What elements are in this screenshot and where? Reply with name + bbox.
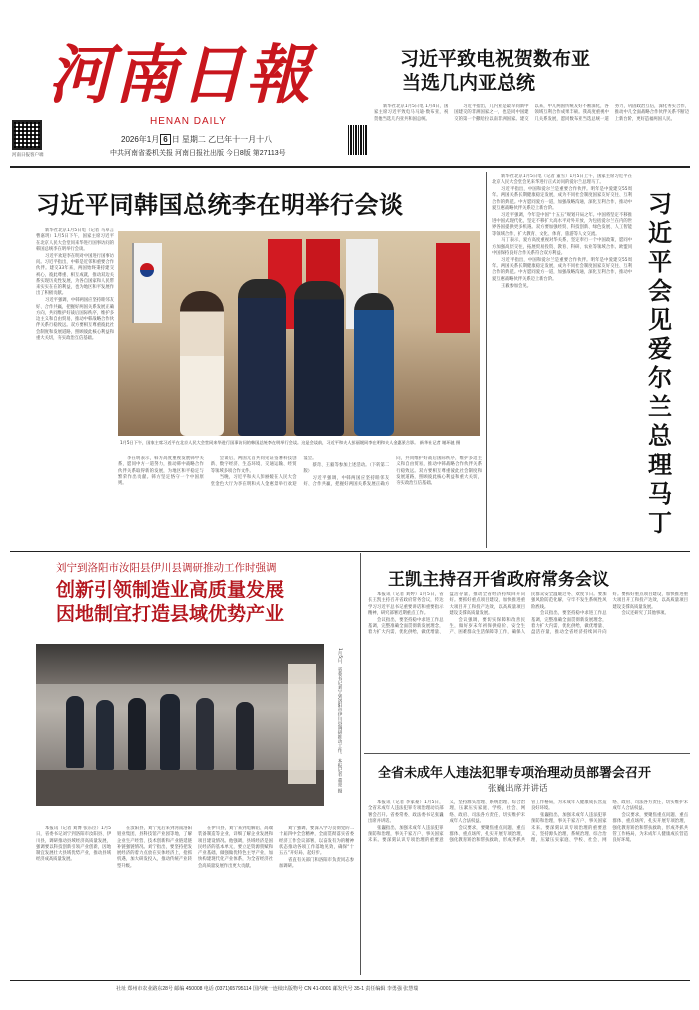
minor-story-body	[368, 800, 688, 976]
paragraph: 习近平强调，今年是中国“十五五”规划开局之年。中国将坚定不移推进中国式现代化，坚定不移扩大高水平对外开放，为包括爱尔兰在内的世界各国提供更多机遇。双方要加强经贸、科技创新、绿色发展、人工智能等领域合作，扩大教育、文化、体育、旅游等人文交流。	[492, 212, 632, 237]
paragraph: 习近平指出，中国和爱尔兰是重要合作伙伴。明年是中爱建交55周年。两国关系长期健康稳定发展，成为不同社会制度国家友好交往、互利合作的典范。中方愿同爱方一道，加强战略沟通，深化互利合作，推动中爱互惠战略伙伴关系迈上新台阶。	[492, 187, 632, 211]
paragraph: 新华社北京1月5日电 1月4日，国家主席习近平致电马马迪·数布亚，祝贺他当选几内亚共和国总统。	[374, 104, 449, 122]
paragraph: 王毅参加会见。	[501, 283, 532, 289]
minor-headline: 全省未成年人违法犯罪专项治理动员部署会召开	[378, 766, 652, 781]
paragraph: 在伊川县，刘宁来到电解铝、高端装备制造等企业，详细了解企业发展和项目建设情况。他强调，县域经济是国民经济的基本单元，要立足资源禀赋和产业基础，做强做优特色主导产业，加快构建现代化产业体系，为全省经济社会高质量发展作出更大贡献。	[198, 826, 273, 869]
wang-story-body	[368, 592, 688, 752]
paragraph: 新华社北京1月5日电（记者 马卓言 曹嘉玥）1月5日下午，国家主席习近平在北京人民大会堂同来华进行国事访问的韩国总统李在明举行会谈。	[36, 228, 114, 252]
paragraph: 张巍指出，加强未成年人违法犯罪预防和治理，事关千家万户、事关国家未来。要深刻认识专项治理的重要意义，坚持源头治理、系统治理、综合治理，压紧压实家庭、学校、社会、网络、政府、司法各方责任，切实维护未成年人合法权益。	[531, 800, 688, 844]
masthead-divider	[10, 166, 690, 168]
paragraph: 会议指出，要坚持稳中求进工作总基调，完整准确全面贯彻新发展理念，着力扩大内需、优化供给，做优增量、盘活存量，推动全省经济持续回升向好。要抓好重点项目建设，加快推进重大项目开工和投产达效，以高质量项目建设支撑高质量发展。	[368, 592, 525, 636]
minor-subhead: 张巍出席并讲话	[488, 784, 548, 794]
luoyang-headline-line1: 创新引领制造业高质量发展	[56, 579, 285, 601]
lead-photo	[118, 231, 480, 436]
person-figure	[160, 694, 180, 770]
publisher-info: 中共河南省委机关报 河南日报社出版 今日8版 第27113号	[110, 150, 286, 157]
person-figure	[96, 700, 114, 770]
footer-divider	[10, 980, 690, 981]
paragraph: 本报讯（记者 刘博 张东臣）1月5日，省委书记刘宁到洛阳市汝阳县、伊川县，调研推动县域经济高质量发展，强调要以科技创新引领产业创新，因地制宜发展壮大县域优势产业，推动县域经济成高质量发展。	[36, 826, 111, 863]
section-divider	[10, 551, 690, 552]
luoyang-headline	[56, 578, 284, 626]
issue-date	[121, 134, 272, 145]
paragraph: 当晚，习近平和夫人彭丽媛在人民大会堂金色大厅为李在明和夫人金惠景举行欢迎宴会。	[210, 456, 317, 487]
footer-info: 社址 郑州市农业路东28号 邮编 450008 电话 (0371)65795114 国内统一连续出版物号 CN 41-0001 邮发代号 35-1 责任编辑 李勇强 张慧瑞	[116, 986, 419, 992]
factory-ceiling	[36, 644, 324, 684]
paragraph: 习近平指出，中国和爱尔兰是重要合作伙伴。明年是中爱建交55周年。两国关系长期健康稳定发展，成为不同社会制度国家友好交往、互利合作的典范。中方愿同爱方一道，加强战略沟通，深化互利合作，推动中爱互惠战略伙伴关系迈上新台阶。	[492, 257, 632, 282]
person-figure	[236, 702, 254, 770]
paragraph: 张巍指出，加强未成年人违法犯罪预防和治理，事关千家万户、事关国家未来。要深刻认识专项治理的重要意义，坚持源头治理、系统治理、综合治理，压紧压实家庭、学校、社会、网络、政府、司法各方责任，切实维护未成年人合法权益。	[368, 800, 525, 844]
person-figure	[180, 291, 224, 436]
paragraph: 省直有关部门和洛阳市负责同志参加调研。	[279, 857, 354, 870]
paragraph: 会议要求，要聚焦重点问题、重点群体、重点场所，扎实开展专项治理，强化教育矫治和帮扶救助，形成齐抓共管工作格局，为未成年人健康成长营造良好环境。	[449, 800, 607, 844]
paragraph: 在汝阳县，刘宁先后来到河南洛阳钼业集团、县科技馆产业园等地，了解企业生产经营、技术创新和产业链延链补链强链情况。刘宁指出，要坚持把发展经济的着力点放在实体经济上，抢抓机遇，加大研发投入，推动传统产业转型升级。	[117, 826, 192, 869]
paragraph: 习近平欢迎李在明对中国进行国事访问。习近平指出，中韩是近邻和重要合作伙伴。建交33年来，两国始终秉持建交初心，彼此尊重、相互成就，推动双边关系实现历史性发展，为各自国家和人民带来实实在在的利益，也为地区和平发展作出了积极贡献。	[36, 253, 114, 297]
paragraph: 本报讯（记者 李家豪）1月5日，全省未成年人违法犯罪专项治理动员部署会召开。省委常委、政法委书记张巍出席并讲话。	[368, 800, 444, 824]
vertical-story-headline: 习近平会见爱尔兰总理马丁	[648, 190, 672, 537]
paragraph: 会议强调，要切实保障和改善民生，做好岁末年初保供稳价、安全生产、困难群众生活保障等工作，确保人民群众安全温暖过冬、欢度节日。要加强风险防范化解，守牢不发生系统性风险底线。	[449, 592, 607, 636]
person-figure	[294, 281, 344, 436]
section-divider	[364, 753, 690, 754]
paragraph: 蔡奇、王毅等参加上述活动。（下转第二版）	[303, 462, 390, 475]
person-figure	[238, 279, 286, 436]
person-figure	[66, 696, 84, 768]
date-day: 6	[160, 134, 170, 145]
luoyang-headline-line2: 因地制宜打造县域优势产业	[56, 603, 285, 625]
paragraph: 会议还研究了其他事项。	[621, 611, 669, 617]
paragraph: 李在明表示，韩方高度重视发展韩中关系，愿同中方一道努力，推动韩中战略合作伙伴关系取得新的发展，为地区和平稳定与繁荣作出贡献。韩方坚定恪守一个中国原则。	[118, 456, 204, 487]
paragraph: 习近平指出，几内亚是最早同新中国建交的非洲国家之一，也是同中国建交的第一个撒哈拉以南非洲国家。建交以来，中几两国传统友好不断深化，各领域互利合作成果丰硕。我高度重视中几关系发展，愿同数布亚当选总统一道努力，巩固政治互信，深化务实合作，推动中几全面战略合作伙伴关系不断迈上新台阶，更好造福两国人民。	[454, 104, 689, 122]
person-figure	[128, 698, 146, 770]
luoyang-photo	[36, 644, 324, 806]
top-story-body	[374, 104, 689, 160]
paragraph: 刘宁强调，要深入学习贯彻党的二十届四中全会精神，全面贯彻落实省委经济工作会议部署，以奋发有为的精神状态推动各项工作落地见效，确保“十五五”开好局、起好步。	[279, 826, 354, 857]
luoyang-kicker: 刘宁到洛阳市汝阳县伊川县调研推动工作时强调	[56, 562, 277, 574]
paragraph: 会议要求，要聚焦重点问题、重点群体、重点场所，扎实开展专项治理，强化教育矫治和帮扶救助，形成齐抓共管工作格局，为未成年人健康成长营造良好环境。	[612, 813, 688, 844]
lead-story-body-left	[36, 228, 114, 464]
paragraph: 马丁表示，爱方高度重视对华关系，坚定奉行一个中国政策，愿同中方加强高层交往，拓展贸易投资、教育、科研、农业等领域合作。欧盟同中国保持良好合作关系符合双方利益。	[492, 238, 632, 257]
masthead-logo: 河南日報	[48, 38, 312, 113]
person-figure	[196, 698, 214, 770]
factory-floor	[36, 770, 324, 806]
column-divider	[360, 553, 361, 975]
paragraph: 会议指出，要坚持稳中求进工作总基调，完整准确全面贯彻新发展理念，着力扩大内需、优化供给，做优增量、盘活存量，推动全省经济持续回升向好。要抓好重点项目建设，加快推进重大项目开工和投产达效，以高质量项目建设支撑高质量发展。	[531, 592, 688, 636]
person-figure	[354, 293, 394, 436]
lead-photo-caption: 1月5日下午，国家主席习近平在北京人民大会堂同来华进行国事访问的韩国总统李在明举行会谈。这是会谈前，习近平和夫人彭丽媛同李在明和夫人金惠景合影。 新华社记者 谢环驰 摄	[120, 440, 461, 445]
qr-code-icon	[12, 120, 42, 150]
machine-panel	[288, 664, 316, 784]
lead-story-headline: 习近平同韩国总统李在明举行会谈	[36, 191, 404, 219]
lead-story-body-bottom	[118, 456, 482, 542]
taegeuk-icon	[140, 263, 154, 277]
barcode-icon	[348, 125, 368, 155]
paragraph: 习近平强调，中韩两国应坚持睦邻友好、合作共赢，把握好两国关系发展正确方向，共同维护好战后国际秩序，维护多边主义和自由贸易，推动中韩战略合作伙伴关系行稳致远。双方要相互尊重彼此社会制度和发展道路，照顾彼此核心利益和重大关切，夯实政治互信基础。	[36, 298, 114, 342]
qr-caption: 河南日报客户端	[12, 152, 44, 157]
china-flag-icon	[436, 243, 470, 333]
column-divider	[486, 172, 487, 548]
top-headline-line2: 当选几内亚总统	[402, 72, 536, 94]
paragraph: 习近平强调，中韩两国应坚持睦邻友好、合作共赢，把握好两国关系发展正确方向，共同维护好战后国际秩序，维护多边主义和自由贸易，推动中韩战略合作伙伴关系行稳致远。双方要相互尊重彼此社会制度和发展道路，照顾彼此核心利益和重大关切，夯实政治互信基础。	[303, 456, 482, 488]
paragraph: 会谈后，两国元首共同见证签署科技创新、数字经济、生态环境、交通运输、经贸等领域多项合作文件。	[210, 456, 297, 474]
paragraph: 新华社北京1月5日电（记者 董雪）1月5日上午，国家主席习近平在北京人民大会堂会见来华进行正式访问的爱尔兰总理马丁。	[492, 174, 632, 186]
top-headline-line1: 习近平致电祝贺数布亚	[400, 48, 591, 70]
luoyang-story-body	[36, 826, 354, 976]
luoyang-photo-caption: 1月5日，省委书记刘宁到洛阳市伊川县调研推动工作。 本报记者 董亮 摄	[337, 648, 342, 794]
paragraph: 本报讯（记者 刘婷）1月5日，省长王凯主持召开省政府常务会议，传达学习习近平总书记重要讲话和重要指示精神，研究部署近期重点工作。	[368, 592, 444, 616]
masthead-subtitle: HENAN DAILY	[150, 116, 227, 127]
korea-flag-icon	[132, 243, 162, 323]
wang-headline: 王凯主持召开省政府常务会议	[388, 570, 609, 590]
vertical-story-body	[492, 174, 632, 546]
date-prefix: 2026年1月	[121, 135, 160, 144]
date-suffix: 日 星期二 乙巳年十一月十八	[171, 135, 273, 144]
top-story-headline	[400, 47, 590, 95]
